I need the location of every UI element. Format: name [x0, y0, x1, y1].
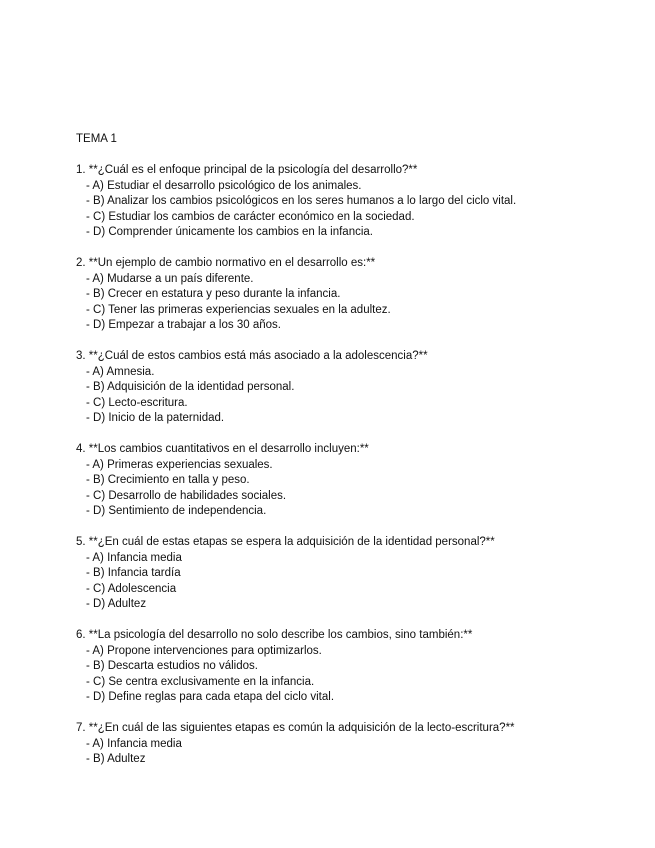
option-a: - A) Infancia media	[86, 737, 182, 750]
question-text: 3. **¿Cuál de estos cambios está más asociado a la adolescencia?**	[76, 350, 428, 362]
option-d: - D) Sentimiento de independencia.	[86, 505, 267, 517]
option-a: - A) Estudiar el desarrollo psicológico de los animales.	[86, 179, 362, 192]
option-b: - B) Analizar los cambios psicológicos en los seres humanos a lo largo del ciclo vital.	[86, 195, 517, 207]
question-1	[76, 163, 636, 241]
option-c: - C) Adolescencia	[86, 582, 177, 595]
question-text: 5. **¿En cuál de estas etapas se espera la adquisición de la identidad personal?**	[76, 536, 495, 548]
question-text: 4. **Los cambios cuantitativos en el desarrollo incluyen:**	[76, 443, 369, 455]
option-c: - C) Estudiar los cambios de carácter económico en la sociedad.	[86, 210, 415, 223]
option-b: - B) Adquisición de la identidad personal.	[86, 381, 295, 393]
option-b: - B) Adultez	[86, 753, 146, 765]
option-c: - C) Tener las primeras experiencias sexuales en la adultez.	[86, 303, 391, 316]
option-d: - D) Comprender únicamente los cambios en la infancia.	[86, 226, 373, 238]
option-a: - A) Infancia media	[86, 551, 182, 564]
option-d: - D) Empezar a trabajar a los 30 años.	[86, 319, 281, 331]
option-b: - B) Crecimiento en talla y peso.	[86, 474, 250, 486]
option-d: - D) Define reglas para cada etapa del ciclo vital.	[86, 691, 335, 703]
question-6	[76, 628, 636, 706]
option-d: - D) Inicio de la paternidad.	[86, 412, 225, 424]
question-2	[76, 256, 636, 334]
question-4	[76, 442, 636, 520]
document-title: TEMA 1	[76, 133, 117, 145]
option-b: - B) Descarta estudios no válidos.	[86, 660, 258, 672]
question-5	[76, 535, 636, 613]
question-text: 6. **La psicología del desarrollo no solo describe los cambios, sino también:**	[76, 629, 473, 641]
option-a: - A) Propone intervenciones para optimizarlos.	[86, 644, 322, 657]
option-c: - C) Se centra exclusivamente en la infancia.	[86, 675, 315, 688]
option-c: - C) Desarrollo de habilidades sociales.	[86, 489, 287, 502]
document-page	[76, 132, 636, 783]
option-c: - C) Lecto-escritura.	[86, 396, 188, 409]
option-a: - A) Mudarse a un país diferente.	[86, 272, 254, 285]
option-d: - D) Adultez	[86, 598, 147, 610]
question-text: 7. **¿En cuál de las siguientes etapas es común la adquisición de la lecto-escritura?**	[76, 722, 515, 734]
question-7	[76, 721, 636, 768]
question-3	[76, 349, 636, 427]
option-b: - B) Crecer en estatura y peso durante la infancia.	[86, 288, 341, 300]
option-b: - B) Infancia tardía	[86, 567, 181, 579]
question-text: 1. **¿Cuál es el enfoque principal de la psicología del desarrollo?**	[76, 164, 418, 176]
option-a: - A) Primeras experiencias sexuales.	[86, 458, 273, 471]
question-text: 2. **Un ejemplo de cambio normativo en el desarrollo es:**	[76, 257, 376, 269]
option-a: - A) Amnesia.	[86, 365, 155, 378]
